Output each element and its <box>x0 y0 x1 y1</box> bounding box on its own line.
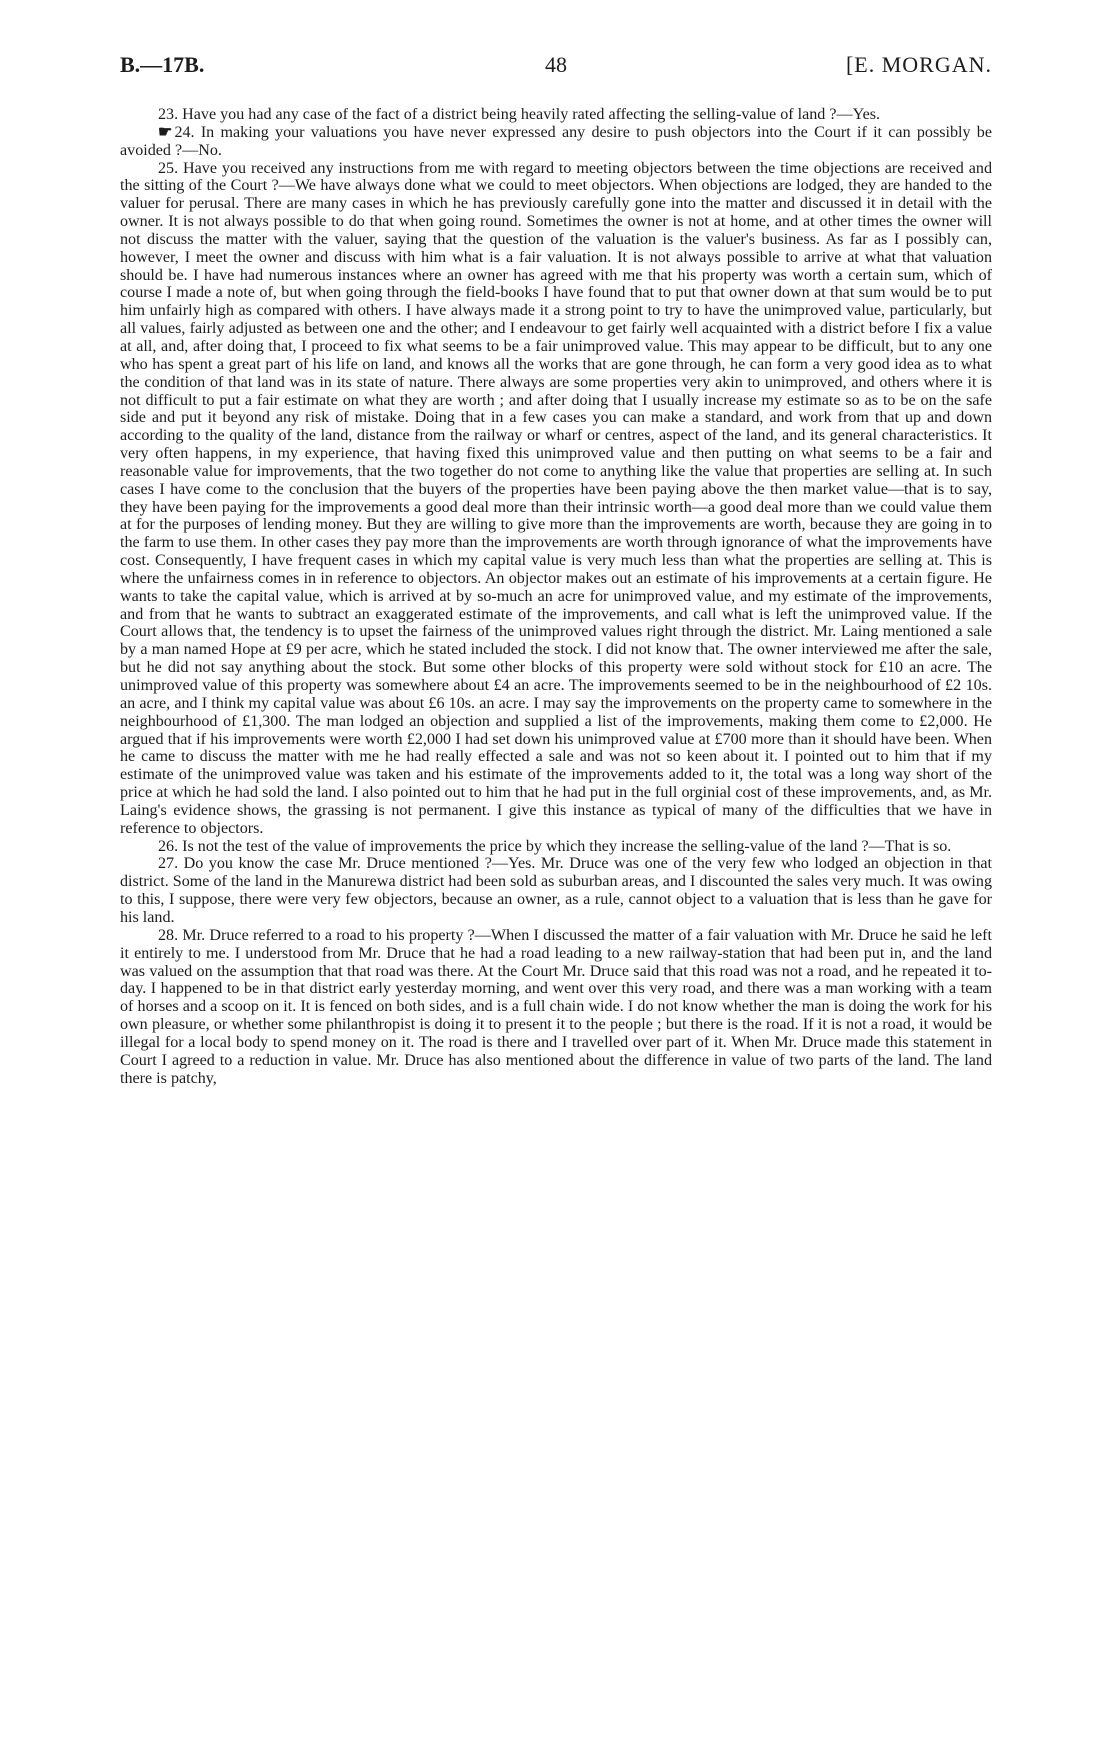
paragraph-25 <box>120 160 992 838</box>
paragraph-text: 28. Mr. Druce referred to a road to his property ?—When I discussed the matter of a fair valuation with Mr. Druce he said he left it entirely to me. I understood from Mr. Druce that he had a road leading to a new railway-station that had been put in, and the land was valued on the assumption that that road was there. At the Court Mr. Druce said that this road was not a road, and he repeated it to-day. I happened to be in that district early yesterday morning, and went over this very road, and there was a man working with a team of horses and a scoop on it. It is fenced on both sides, and is a full chain wide. I do not know whether the man is doing the work for his own pleasure, or whether some philanthropist is doing it to present it to the people ; but there is the road. If it is not a road, it would be illegal for a local body to spend money on it. The road is there and I travelled over part of it. When Mr. Druce made this statement in Court I agreed to a reduction in value. Mr. Druce has also mentioned about the difference in value of two parts of the land. The land there is patchy, <box>120 926 992 1087</box>
paragraph-24 <box>120 124 992 160</box>
paragraph-23 <box>120 106 992 124</box>
document-body <box>120 106 992 1087</box>
paragraph-27 <box>120 855 992 926</box>
paragraph-text: 25. Have you received any instructions from me with regard to meeting objectors between the time objections are received and the sitting of the Court ?—We have always done what we could to meet objectors. When objections are lodged, they are handed to the valuer for perusal. There are many cases in which he has previously carefully gone into the matter and discussed it in detail with the owner. It is not always possible to do that when going round. Sometimes the owner is not at home, and at other times the owner will not discuss the matter with the valuer, saying that the question of the valuation is the valuer's business. As far as I possibly can, however, I meet the owner and discuss with him what is a fair valuation. It is not always possible to arrive at what that valuation should be. I have had numerous instances where an owner has agreed with me that his property was worth a certain sum, which of course I made a note of, but when going through the field-books I have found that to put that owner down at that sum would be to put him unfairly high as compared with others. I have always made it a strong point to try to have the unimproved value, particularly, but all values, fairly adjusted as between one and the other; and I endeavour to get fairly well acquainted with a district before I fix a value at all, and, after doing that, I proceed to fix what seems to be a fair unimproved value. This may appear to be difficult, but to any one who has spent a great part of his life on land, and knows all the works that are gone through, he can form a very good idea as to what the condition of that land was in its state of nature. There always are some properties very akin to unimproved, and others where it is not difficult to put a fair estimate on what they are worth ; and after doing that I usually increase my estimate so as to be on the safe side and put it beyond any risk of mistake. Doing that in a few cases you can make a standard, and work from that up and down according to the quality of the land, distance from the railway or wharf or centres, aspect of the land, and its general characteristics. It very often happens, in my experience, that having fixed this unimproved value and then putting on what seems to be a fair and reasonable value for improvements, that the two together do not come to anything like the value that properties are selling at. In such cases I have come to the conclusion that the buyers of the properties have been paying above the then market value—that is to say, they have been paying for the improvements a good deal more than their intrinsic worth—a good deal more than we could value them at for the purposes of lending money. But they are willing to give more than the improvements are worth, because they are going in to the farm to use them. In other cases they pay more than the improvements are worth through ignorance of what the improvements have cost. Consequently, I have frequent cases in which my capital value is very much less than what the properties are selling at. This is where the unfairness comes in in reference to objectors. An objector makes out an estimate of his improvements at a certain figure. He wants to take the capital value, which is arrived at by so-much an acre for unimproved value, and my estimate of the improvements, and from that he wants to subtract an exaggerated estimate of the improvements, and call what is left the unimproved value. If the Court allows that, the tendency is to upset the fairness of the unimproved values right through the district. Mr. Laing mentioned a sale by a man named Hope at £9 per acre, which he stated included the stock. I did not know that. The owner interviewed me after the sale, but he did not say anything about the stock. But some other blocks of this property were sold without stock for £10 an acre. The unimproved value of this property was somewhere about £4 an acre. The improvements seemed to be in the neighbourhood of £2 10s. an acre, and I think my capital value was about £6 10s. an acre. I may say the improvements on the property came to somewhere in the neighbourhood of £1,300. The man lodged an objection and supplied a list of the improvements, making them come to £2,000. He argued that if his improvements were worth £2,000 I had set down his unimproved value at £700 more than it should have been. When he came to discuss the matter with me he had really effected a sale and was not so keen about it. I pointed out to him that if my estimate of the unimproved value was taken and his estimate of the improvements added to it, the total was a long way short of the price at which he had sold the land. I also pointed out to him that he had put in the full orginial cost of these improvements, and, as Mr. Laing's evidence shows, the grassing is not permanent. I give this instance as typical of many of the difficulties that we have in reference to objectors. <box>120 159 992 837</box>
page-header <box>120 52 992 88</box>
paragraph-text: 27. Do you know the case Mr. Druce mentioned ?—Yes. Mr. Druce was one of the very few who lodged an objection in that district. Some of the land in the Manurewa district had been sold as suburban areas, and I discounted the sales very much. It was owing to this, I suppose, there were very few objectors, because an owner, as a rule, cannot object to a valuation that is less than he gave for his land. <box>120 855 992 926</box>
paragraph-text: 26. Is not the test of the value of improvements the price by which they increase the selling-value of the land ?—That is so. <box>158 837 952 855</box>
witness-name: [E. MORGAN. <box>845 52 992 77</box>
paragraph-text: 23. Have you had any case of the fact of a district being heavily rated affecting the selling-value of land ?—Yes. <box>158 106 881 123</box>
page-number: 48 <box>545 52 567 77</box>
paragraph-text: 24. In making your valuations you have never expressed any desire to push objectors into the Court if it can possibly be avoided ?—No. <box>120 123 992 159</box>
document-reference: B.—17B. <box>120 52 205 77</box>
paragraph-28 <box>120 927 992 1088</box>
pointing-hand-icon: ☛ <box>158 123 173 141</box>
paragraph-26 <box>120 838 992 856</box>
